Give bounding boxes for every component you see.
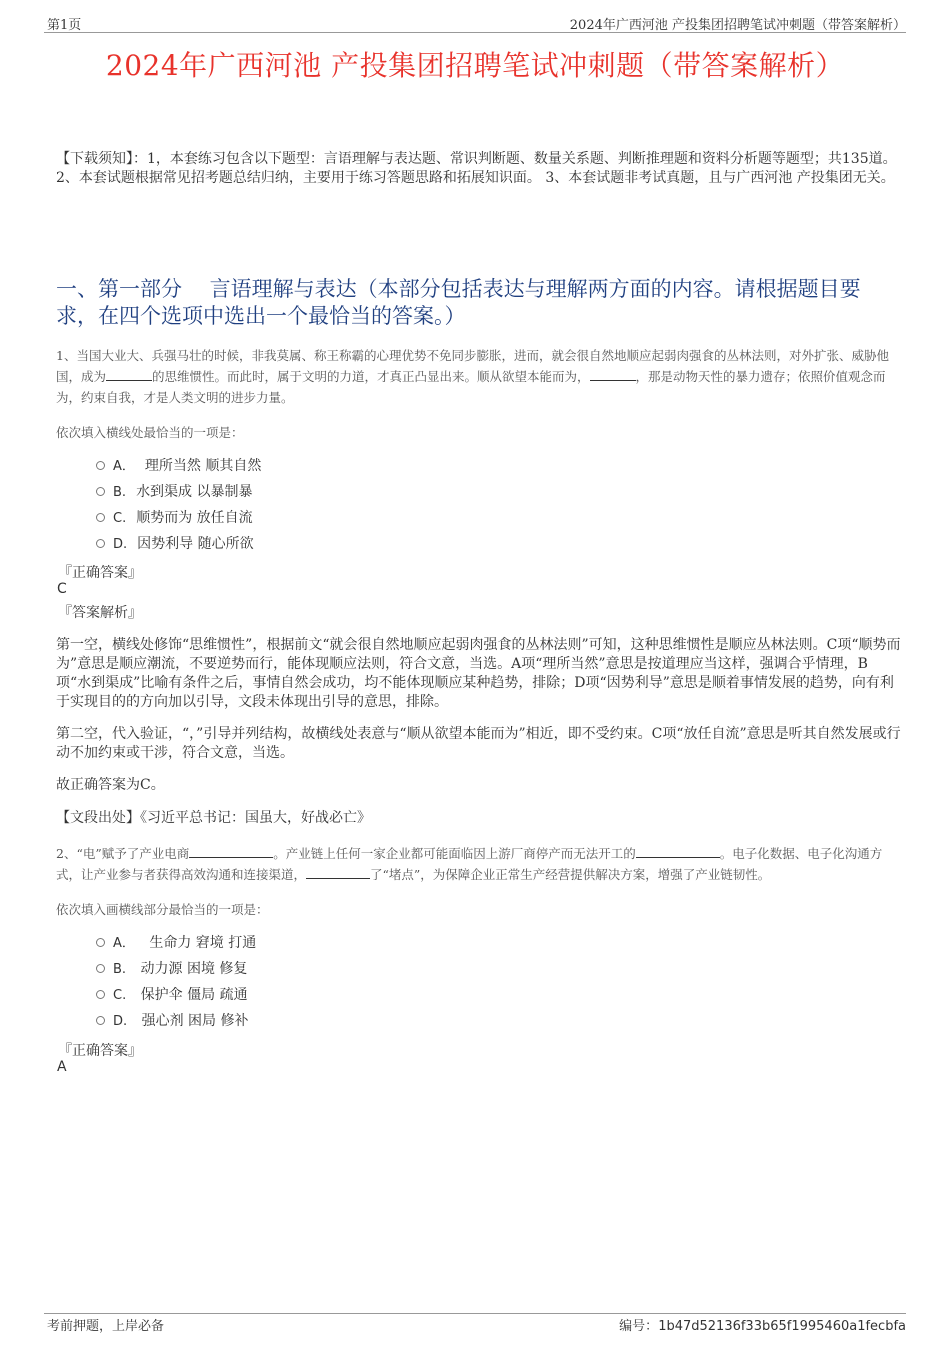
header-divider: [44, 32, 906, 33]
footer-slogan: 考前押题，上岸必备: [47, 1319, 165, 1334]
q2-blank-3: [306, 865, 370, 879]
q1-text-part-c: ，那是动物天性的暴力遗存；依照价值观念而为，约束自我，才是人类文明的进步力量。: [56, 369, 886, 405]
q2-text-part-b: 。产业链上任何一家企业都可能面临因上游厂商停产而无法开工的: [273, 846, 636, 861]
q1-option-d[interactable]: D. 因势利导 随心所欲: [96, 534, 254, 554]
q2-blank-2: [636, 844, 720, 858]
radio-icon[interactable]: [96, 1016, 105, 1025]
radio-icon[interactable]: [96, 990, 105, 999]
q1-analysis-label: 『答案解析』: [58, 605, 142, 621]
q1-analysis-paragraph-2: 第二空，代入验证，“，”引导并列结构，故横线处表意与“顺从欲望本能而为”相近，即不受约束。C项“放任自流”意思是听其自然发展或行动不加约束或干涉，符合文意，当选。: [56, 726, 901, 761]
q1-option-c[interactable]: C. 顺势而为 放任自流: [96, 508, 253, 528]
q1-option-a[interactable]: A． 理所当然 顺其自然: [96, 456, 261, 476]
header-page-number: 第1页: [47, 18, 82, 33]
section-title: 一、第一部分 言语理解与表达（本部分包括表达与理解两方面的内容。请根据题目要求，在四个选项中选出一个最恰当的答案。）: [56, 277, 861, 328]
radio-icon[interactable]: [96, 461, 105, 470]
download-notice: 【下载须知】：1，本套练习包含以下题型：言语理解与表达题、常识判断题、数量关系题、判断推理题和资料分析题等题型；共135道。 2、本套试题根据常见招考题总结归纳，主要用于练习答题思路和拓展知识面。 3、本套试题非考试真题，且与广西河池 产投集团无关。: [56, 151, 897, 186]
footer-code-label: 编号：: [619, 1319, 659, 1334]
q2-answer-label: 『正确答案』: [58, 1043, 142, 1059]
q2-text-part-c: 。电子化数据、电子化沟通方式，让产业参与者获得高效沟通和连接渠道，: [56, 846, 883, 882]
footer-code-value: 1b47d52136f33b65f1995460a1fecbfa: [658, 1319, 906, 1334]
q1-text-part-a: 1、当国大业大、兵强马壮的时候，非我莫属、称王称霸的心理优势不免同步膨胀，进而，就会很自然地顺应起弱肉强食的丛林法则，对外扩张、威胁他国，成为: [56, 348, 889, 384]
q1-analysis-paragraph-3: 故正确答案为C。: [56, 777, 165, 793]
q2-option-c[interactable]: C. 保护伞 僵局 疏通: [96, 985, 248, 1005]
q1-text-part-b: 的思维惯性。而此时，属于文明的力道，才真正凸显出来。顺从欲望本能而为，: [152, 369, 590, 384]
radio-icon[interactable]: [96, 938, 105, 947]
header-doc-title: 2024年广西河池 产投集团招聘笔试冲刺题（带答案解析）: [569, 18, 906, 33]
page-title: 2024年广西河池 产投集团招聘笔试冲刺题（带答案解析）: [105, 49, 845, 82]
footer-code: [619, 1315, 906, 1334]
radio-icon[interactable]: [96, 513, 105, 522]
q2-text-part-a: 2、“电”赋予了产业电商: [56, 846, 190, 861]
q2-answer: A: [57, 1059, 67, 1075]
q1-option-b[interactable]: B. 水到渠成 以暴制暴: [96, 482, 253, 502]
q2-text-part-d: 了“堵点”，为保障企业正常生产经营提供解决方案，增强了产业链韧性。: [370, 867, 771, 882]
q2-option-d[interactable]: D. 强心剂 困局 修补: [96, 1011, 249, 1031]
q1-source: 【文段出处】《习近平总书记：国虽大，好战必亡》: [56, 810, 371, 826]
question-2-text: [56, 843, 902, 885]
question-1-prompt: 依次填入横线处最恰当的一项是：: [56, 425, 244, 440]
q2-option-b[interactable]: B. 动力源 困境 修复: [96, 959, 247, 979]
q2-option-a[interactable]: A． 生命力 窘境 打通: [96, 933, 256, 953]
q1-answer-label: 『正确答案』: [58, 565, 142, 581]
radio-icon[interactable]: [96, 964, 105, 973]
footer-divider: [44, 1313, 906, 1314]
q1-analysis-paragraph-1: 第一空，横线处修饰“思维惯性”，根据前文“就会很自然地顺应起弱肉强食的丛林法则”可知，这种思维惯性是顺应丛林法则。C项“顺势而为”意思是顺应潮流，不要逆势而行，能体现顺应法则，符合文意，当选。A项“理所当然”意思是按道理应当这样，强调合乎情理，B项“水到渠成”比喻有条件之后，事情自然会成功，均不能体现顺应某种趋势，排除；D项“因势利导”意思是顺着事情发展的趋势，向有利于实现目的的方向加以引导，文段未体现出引导的意思，排除。: [56, 637, 901, 710]
q1-answer: C: [57, 581, 67, 597]
radio-icon[interactable]: [96, 539, 105, 548]
question-2-prompt: 依次填入画横线部分最恰当的一项是：: [56, 902, 269, 917]
q1-blank-1: [106, 367, 152, 381]
q2-blank-1: [189, 844, 273, 858]
question-1-text: [56, 345, 902, 408]
radio-icon[interactable]: [96, 487, 105, 496]
q1-blank-2: [590, 367, 636, 381]
